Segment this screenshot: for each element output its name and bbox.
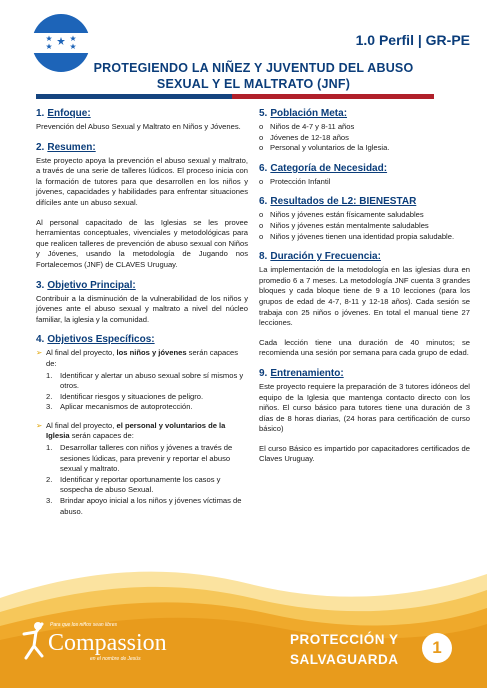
intro-bold: el personal y voluntarios de la Iglesia: [46, 420, 226, 441]
profile-code: 1.0 Perfil | GR-PE: [355, 32, 470, 48]
section-title: Categoría de Necesidad:: [270, 162, 388, 174]
section-title: Objetivos Específicos:: [47, 334, 155, 346]
objectives-children: [36, 348, 248, 413]
section-objetivos-especificos: [36, 334, 248, 517]
footer-title-line-1: PROTECCIÓN Y: [290, 632, 399, 647]
arrow-bullet-icon: ➢: [36, 348, 43, 358]
item-number: 3.: [46, 496, 53, 506]
section-heading: [36, 334, 248, 346]
section-number: 9.: [259, 367, 268, 379]
section-text: Contribuir a la disminución de la vulnerabilidad de los niños y jóvenes ante el abuso sexual y maltrato a nivel del núcleo familiar, la iglesia y la comunidad.: [36, 293, 248, 324]
logo-tagline: Para que los niños sean libres: [50, 622, 117, 628]
list-item: [46, 371, 248, 392]
item-text: Identificar y reportar oportunamente los casos y sospecha de abuso Sexual.: [60, 474, 221, 495]
section-title: Resultados de L2: BIENESTAR: [270, 196, 417, 208]
list-item: [46, 402, 248, 413]
compassion-child-figure-icon: [18, 620, 46, 662]
list-item: o Personal y voluntarios de la Iglesia.: [259, 143, 470, 154]
item-text: Aplicar mecanismos de autoprotección.: [60, 402, 193, 412]
section-heading: [259, 196, 470, 208]
section-objetivo-principal: [36, 280, 248, 326]
section-number: 6.: [259, 162, 268, 174]
logo-subtitle: en el nombre de Jesús: [90, 656, 141, 662]
item-number: 2.: [46, 391, 53, 401]
section-title: Población Meta:: [270, 108, 348, 119]
section-heading: [259, 368, 470, 380]
document-title: [60, 60, 447, 92]
numbered-list: [36, 443, 248, 517]
objectives-staff: [36, 421, 248, 517]
list-item: o Protección Infantil: [259, 177, 470, 188]
item-number: 3.: [46, 402, 53, 412]
section-text: Prevención del Abuso Sexual y Maltrato en Niños y Jóvenes.: [36, 122, 241, 131]
section-heading: [36, 142, 248, 154]
objective-intro: [36, 348, 248, 369]
right-column: [259, 108, 470, 474]
section-number: 8.: [259, 251, 268, 263]
intro-text: Al final del proyecto,: [46, 348, 117, 358]
title-line-2: SEXUAL Y EL MALTRATO (JNF): [156, 77, 351, 91]
list-item: o Niños y jóvenes están mentalmente saludables: [259, 221, 470, 232]
item-text: Desarrollar talleres con niños y jóvenes a través de sesiones lúdicas, para prevenir y reportar el abuso sexual y maltrato.: [60, 443, 233, 474]
bullet-list: [259, 122, 470, 154]
item-number: 1.: [46, 370, 53, 380]
section-resultados: [259, 196, 470, 242]
section-heading: [259, 251, 470, 263]
footer-title-line-2: SALVAGUARDA: [290, 652, 399, 667]
paragraph: El curso Básico es impartido por capacitadores certificados de Claves Uruguay.: [259, 443, 470, 464]
intro-text: serán capaces de:: [69, 431, 134, 441]
section-number: 2.: [36, 141, 45, 153]
list-item: o Niños de 4-7 y 8-11 años: [259, 122, 470, 133]
numbered-list: [36, 371, 248, 413]
list-item: [46, 443, 248, 475]
section-number: 1.: [36, 108, 45, 119]
list-item: [46, 392, 248, 403]
list-item: o Niños y jóvenes están físicamente saludables: [259, 210, 470, 221]
page-number-badge: 1: [422, 633, 452, 663]
intro-text: Al final del proyecto,: [46, 420, 117, 430]
item-text: Identificar riesgos y situaciones de peligro.: [60, 391, 204, 401]
section-number: 3.: [36, 279, 45, 291]
section-title: Duración y Frecuencia:: [270, 251, 381, 263]
section-poblacion-meta: [259, 108, 470, 154]
section-number: 6.: [259, 196, 268, 208]
item-number: 1.: [46, 443, 53, 453]
section-number: 5.: [259, 108, 268, 119]
footer-title: [290, 630, 399, 670]
paragraph: La implementación de la metodología en las iglesias dura en promedio 6 a 7 meses. La metodología JNF cuenta 3 grandes bloques y cada bloque tiene de 9 a 10 lecciones (para los grupos de edad de 4-7, 8-11 y 12-18 años). Cada sesión se trabaja con 25 niños o jóvenes. En total el manual tiene 27 lecciones.: [259, 265, 470, 328]
section-title: Resumen:: [47, 141, 96, 153]
section-number: 4.: [36, 334, 45, 346]
left-column: [36, 108, 248, 526]
section-entrenamiento: [259, 368, 470, 465]
section-heading: [259, 108, 470, 120]
list-item: [46, 475, 248, 496]
bullet-list: [259, 177, 470, 188]
title-line-1: PROTEGIENDO LA NIÑEZ Y JUVENTUD DEL ABUSO: [93, 61, 414, 75]
item-number: 2.: [46, 474, 53, 484]
title-underline-blue: [36, 94, 232, 99]
section-heading: [36, 280, 248, 292]
item-text: Identificar y alertar un abuso sexual sobre sí mismos y otros.: [60, 370, 244, 391]
section-title: Objetivo Principal:: [47, 279, 136, 291]
paragraph: Este proyecto apoya la prevención el abuso sexual y maltrato, a través de una serie de talleres lúdicos. El proceso inicia con la formación de tutores para que desarrollen en los niños y jóvenes, capacidades y habilidades para enfrentar situaciones difíciles ante un abuso sexual.: [36, 155, 248, 207]
paragraph: Cada lección tiene una duración de 40 minutos; se recomienda una sesión por semana para cada grupo de edad.: [259, 337, 470, 358]
section-title: Entrenamiento:: [270, 367, 344, 379]
section-categoria: [259, 163, 470, 188]
title-underline-red: [232, 94, 434, 99]
intro-bold: los niños y jóvenes: [116, 348, 187, 358]
compassion-logo: Compassion: [48, 630, 167, 656]
paragraph: Al personal capacitado de las Iglesias se les provee herramientas conceptuales, vivenciales y metodológicas para que realicen talleres de prevención de abuso sexual con Niños y Jóvenes, usando la metodología de Jugando nos Fortalecemos (JNF) de CLAVES Uruguay.: [36, 217, 248, 269]
bullet-list: [259, 210, 470, 242]
item-text: Brindar apoyo inicial a los niños y jóvenes víctimas de abuso.: [60, 496, 242, 516]
objective-intro: [36, 421, 248, 442]
list-item: o Jóvenes de 12-18 años: [259, 133, 470, 144]
section-resumen: [36, 142, 248, 271]
section-heading: [36, 108, 248, 120]
section-heading: [259, 163, 470, 175]
intro-text: serán capaces de:: [46, 348, 239, 368]
section-enfoque: [36, 108, 248, 133]
section-duracion: [259, 251, 470, 359]
paragraph: Este proyecto requiere la preparación de 3 tutores idóneos del equipo de la Iglesia que mantenga contacto directo con los niños. El curso básico para tutores tiene una duración de 3 días de 8 horas diarias, (24 horas para certificación de curso básico): [259, 381, 470, 434]
arrow-bullet-icon: ➢: [36, 420, 43, 430]
section-title: Enfoque:: [47, 108, 91, 119]
list-item: [46, 496, 248, 517]
list-item: o Niños y jóvenes tienen una identidad propia saludable.: [259, 232, 470, 243]
